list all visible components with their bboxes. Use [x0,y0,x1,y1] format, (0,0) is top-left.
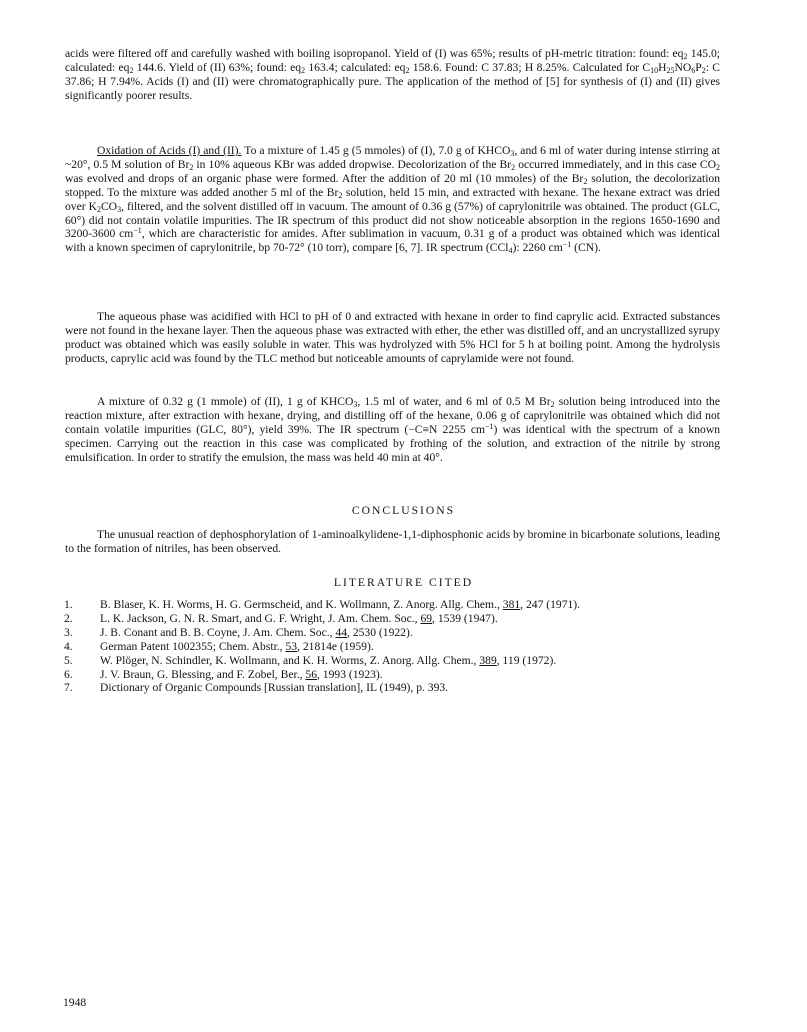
reference-item: 4. German Patent 1002355; Chem. Abstr., 53, 21814e (1959). [64,639,374,653]
page-number: 1948 [63,996,87,1009]
paragraph-aqueous-phase: The aqueous phase was acidified with HCl to pH of 0 and extracted with hexane in order to find caprylic acid. Extracted substances were not found in the hexane layer. Then the aqueous phase was extracted with ether, the ether was distilled off, and an uncrystallized syrupy product was obtained which was easily soluble in water. This was hydrolyzed with 5% HCl for 5 h at boiling point. Among the hydrolysis products, caprylic acid was found by the TLC method but noticeable amounts of caprylamide were not found. [65,310,720,365]
reference-item: 3. J. B. Conant and B. B. Coyne, J. Am. Chem. Soc., 44, 2530 (1922). [64,625,413,639]
conclusions-heading: CONCLUSIONS [351,504,456,517]
section-heading-oxidation: Oxidation of Acids (I) and (II). [97,144,242,157]
reference-item: 6. J. V. Braun, G. Blessing, and F. Zobel, Ber., 56, 1993 (1923). [64,667,383,681]
literature-cited-heading: LITERATURE CITED [333,576,474,589]
reference-item: 2. L. K. Jackson, G. N. R. Smart, and G. F. Wright, J. Am. Chem. Soc., 69, 1539 (1947). [64,611,498,625]
paragraph-oxidation: Oxidation of Acids (I) and (II). To a mixture of 1.45 g (5 mmoles) of (I), 7.0 g of $KHCO_3$, and 6 ml of water during intense stirring at ~20°, 0.5 M solution of $Br_2$ in 10% aqueous KBr was added dropwise. Decolorization of the $Br_2$ occurred immediately, and in this case $CO_2$ was evolved and drops of an organic phase were formed. After the addition of 20 ml (10 mmoles) of the $Br_2$ solution, the decolorization stopped. To the mixture was added another 5 ml of the $Br_2$ solution, held 15 min, and extracted with hexane. The hexane extract was dried over $K_2CO_3$, filtered, and the solvent distilled off in vacuum. The amount of 0.36 g (57%) of caprylonitrile was obtained. The product (GLC, 60°) did not contain volatile impurities. The IR spectrum of this product did not show noticeable absorption in the regions 1650-1690 and 3200-3600 $cm^{-1}$, which are characteristic for amides. After sublimation in vacuum, 0.31 g of a product was obtained which was identical with a known specimen of caprylonitrile, bp 70-72° (10 torr), compare [6, 7]. IR spectrum (CCl$_4$): 2260 $cm^{-1}$ (CN). [65,144,721,256]
paragraph-conclusions: The unusual reaction of dephosphorylation of 1-aminoalkylidene-1,1-diphosphonic acids by bromine in bicarbonate solutions, leading to the formation of nitriles, has been observed. [65,528,720,555]
reference-item: 7. Dictionary of Organic Compounds [Russian translation], IL (1949), p. 393. [64,681,449,695]
paragraph-synthesis-results: acids were filtered off and carefully washed with boiling isopropanol. Yield of (I) was 65%; results of pH-metric titration: found: $eq_2$ 145.0; calculated: $eq_2$ 144.6. Yield of (II) 63%; found: $eq_2$ 163.4; calculated: $eq_2$ 158.6. Found: C 37.83; H 8.25%. Calculated for $C_{10}H_{25}NO_6P_2$: C 37.86; H 7.94%. Acids (I) and (II) were chromatographically pure. The application of the method of [5] for synthesis of (I) and (II) gives significantly poorer results. [65,47,720,102]
reference-list [0,598,807,695]
reference-item: 5. W. Plöger, N. Schindler, K. Wollmann, and K. H. Worms, Z. Anorg. Allg. Chem., 389, 119 (1972). [64,653,557,667]
paragraph-compound-ii: A mixture of 0.32 g (1 mmole) of (II), 1 g of $KHCO_3$, 1.5 ml of water, and 6 ml of 0.5 M $Br_2$ solution being introduced into the reaction mixture, after extraction with hexane, drying, and distilling off of the hexane, 0.06 g of caprylonitrile was obtained which did not contain volatile impurities (GLC, 80°), yield 39%. The IR spectrum (−C≡N 2255 $cm^{-1}$) was identical with the spectrum of a known specimen. Carrying out the reaction in this case was complicated by frothing of the solution, and extraction of the nitrile by strong emulsification. In order to stratify the emulsion, the mass was held 40 min at 40°. [65,395,720,464]
reference-item: 1. B. Blaser, K. H. Worms, H. G. Germscheid, and K. Wollmann, Z. Anorg. Allg. Chem., 381, 247 (1971). [64,598,581,611]
